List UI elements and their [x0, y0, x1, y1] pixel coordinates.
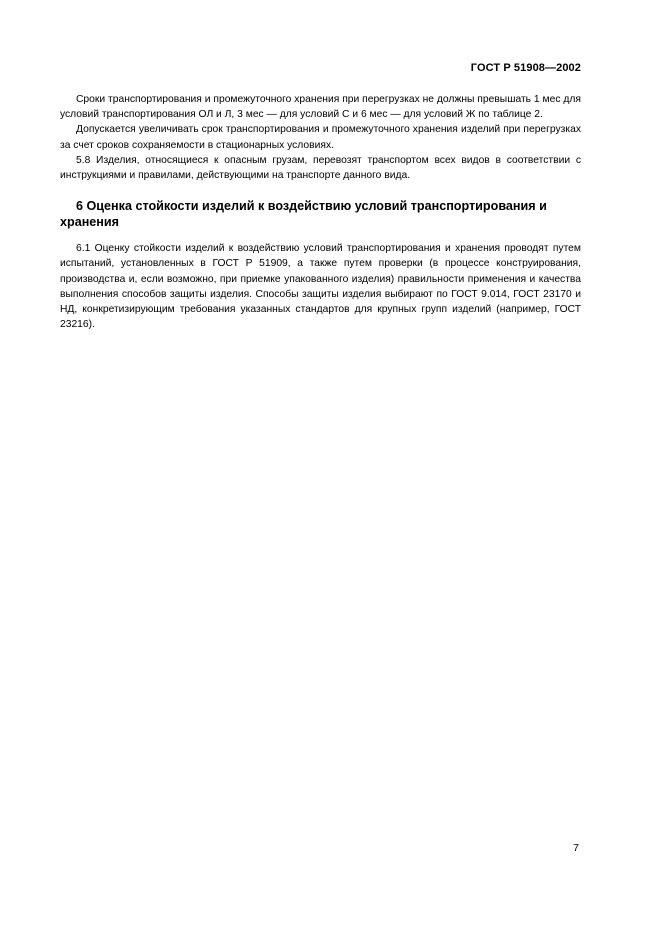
page-number: 7	[573, 842, 579, 854]
paragraph-transport-terms: Сроки транспортирования и промежуточного хранения при перегрузках не должны превышать 1 мес для условий транспортирования ОЛ и Л, 3 мес — для условий С и 6 мес — для условий Ж по таблице 2.	[60, 94, 581, 121]
document-header: ГОСТ Р 51908—2002	[470, 62, 581, 74]
document-body	[60, 92, 581, 332]
paragraph-6-1: 6.1 Оценку стойкости изделий к воздействию условий транспортирования и хранения проводят путем испытаний, установленных в ГОСТ Р 51909, а также путем проверки (в процессе конструирования, производства и, если возможно, при приемке упакованного изделия) правильности применения и качества выполнения способов защиты изделия. Способы защиты изделия выбирают по ГОСТ 9.014, ГОСТ 23170 и НД, конкретизирующим требования указанных стандартов для крупных групп изделий (например, ГОСТ 23216).	[60, 243, 581, 331]
paragraph-5-8: 5.8 Изделия, относящиеся к опасным грузам, перевозят транспортом всех видов в соответствии с инструкциями и правилами, действующими на транспорте данного вида.	[60, 154, 581, 182]
paragraph-term-extension: Допускается увеличивать срок транспортирования и промежуточного хранения изделий при перегрузках за счет сроков сохраняемости в стационарных условиях.	[60, 124, 581, 151]
section-6-title: 6 Оценка стойкости изделий к воздействию условий транспортирования и хранения	[60, 199, 547, 230]
